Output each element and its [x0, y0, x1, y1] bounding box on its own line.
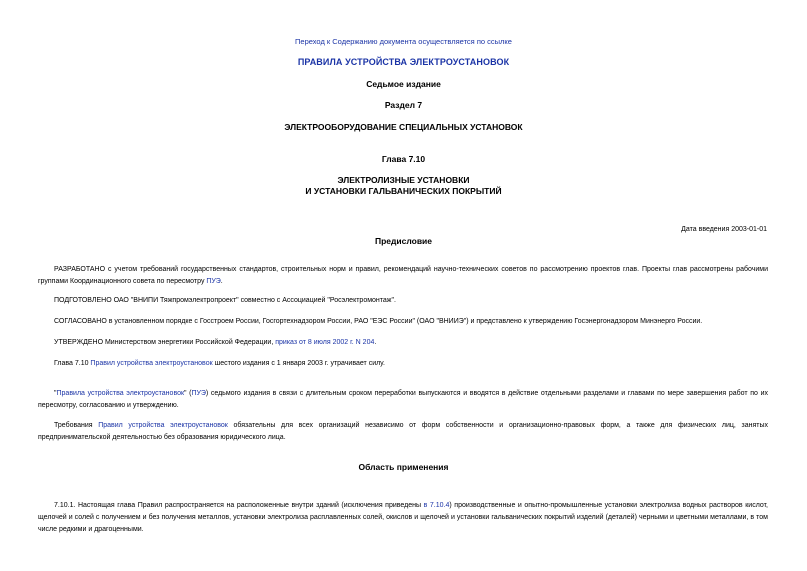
- order-link[interactable]: приказ от 8 июля 2002 г. N 204: [275, 339, 375, 346]
- paragraph-text: ) производственные и опытно-промышленные установки электролиза водных растворов кислот, щелочей и солей с получением и без получения металлов, установки электролиза расплавленных солей, окислов и щелочей и установки гальванических покрытий изделий (деталей) черными и цветными металлами, в том числе редкими и драгоценными.: [38, 502, 768, 533]
- paragraph-agreed: [38, 316, 768, 328]
- paragraph-text: .: [374, 339, 377, 346]
- paragraph-text: СОГЛАСОВАНО в установленном порядке с Госстроем России, Госгортехнадзором России, РАО "ЕЭС России" (ОАО "ВНИИЭ") и представлено к утверждению Госэнергонадзором Минэнерго России.: [54, 318, 703, 325]
- paragraph-chapter-void: [38, 358, 768, 370]
- intro-date: Дата введения 2003-01-01: [681, 226, 767, 233]
- paragraph-text: ": [54, 390, 57, 397]
- paragraph-text: .: [220, 278, 223, 285]
- chapter-title-line-2: И УСТАНОВКИ ГАЛЬВАНИЧЕСКИХ ПОКРЫТИЙ: [305, 186, 502, 196]
- rules-link[interactable]: Правил устройства электроустановок: [98, 422, 228, 429]
- pue-link[interactable]: ПУЭ: [206, 278, 221, 285]
- chapter-title-line-1: ЭЛЕКТРОЛИЗНЫЕ УСТАНОВКИ: [337, 175, 470, 185]
- paragraph-prepared: [38, 295, 768, 307]
- rules-link[interactable]: Правил устройства электроустановок: [90, 360, 213, 367]
- paragraph-text: УТВЕРЖДЕНО Министерством энергетики Российской Федерации,: [54, 339, 276, 346]
- edition-label: Седьмое издание: [366, 79, 441, 89]
- paragraph-approved: [38, 337, 768, 349]
- paragraph-text: шестого издания с 1 января 2003 г. утрачивает силу.: [212, 360, 385, 367]
- paragraph-text: РАЗРАБОТАНО с учетом требований государственных стандартов, строительных норм и правил, рекомендаций научно-технических советов по рассмотрению проектов глав. Проекты глав рассмотрены рабочими группами Координационного совета по пересмотру: [38, 266, 768, 285]
- rules-link[interactable]: Правила устройства электроустановок: [56, 390, 185, 397]
- clause-link[interactable]: в 7.10.4: [423, 502, 450, 509]
- paragraph-text: " (: [184, 390, 192, 397]
- document-title: ПРАВИЛА УСТРОЙСТВА ЭЛЕКТРОУСТАНОВОК: [297, 57, 510, 67]
- section-title: ЭЛЕКТРООБОРУДОВАНИЕ СПЕЦИАЛЬНЫХ УСТАНОВОК: [284, 122, 523, 132]
- paragraph-text: ) седьмого издания в связи с длительным сроком переработки выпускаются и вводятся в действие отдельными разделами и главами по мере завершения работ по их пересмотру, согласованию и утверждению.: [38, 390, 768, 409]
- section-label: Раздел 7: [384, 100, 423, 110]
- paragraph-text: Глава 7.10: [54, 360, 91, 367]
- paragraph-text: 7.10.1. Настоящая глава Правил распространяется на расположенные внутри зданий (исключения приведены: [54, 502, 424, 509]
- pue-link[interactable]: ПУЭ: [191, 390, 206, 397]
- chapter-label: Глава 7.10: [381, 154, 426, 164]
- paragraph-text: ПОДГОТОВЛЕНО ОАО "ВНИПИ Тяжпромэлектропроект" совместно с Ассоциацией "Росэлектромонтаж".: [54, 297, 396, 304]
- paragraph-7-10-1: [38, 500, 768, 536]
- preface-heading: Предисловие: [374, 236, 433, 246]
- scope-heading: Область применения: [358, 462, 449, 472]
- paragraph-pue-edition: [38, 388, 768, 412]
- paragraph-text: Требования: [54, 422, 99, 429]
- paragraph-requirements: [38, 420, 768, 444]
- paragraph-text: обязательны для всех организаций независимо от форм собственности и организационно-правовых форм, а также для физических лиц, занятых предпринимательской деятельностью без образования юридического лица.: [38, 422, 768, 441]
- paragraph-developed: [38, 264, 768, 288]
- toc-link[interactable]: Переход к Содержанию документа осуществляется по ссылке: [295, 37, 512, 46]
